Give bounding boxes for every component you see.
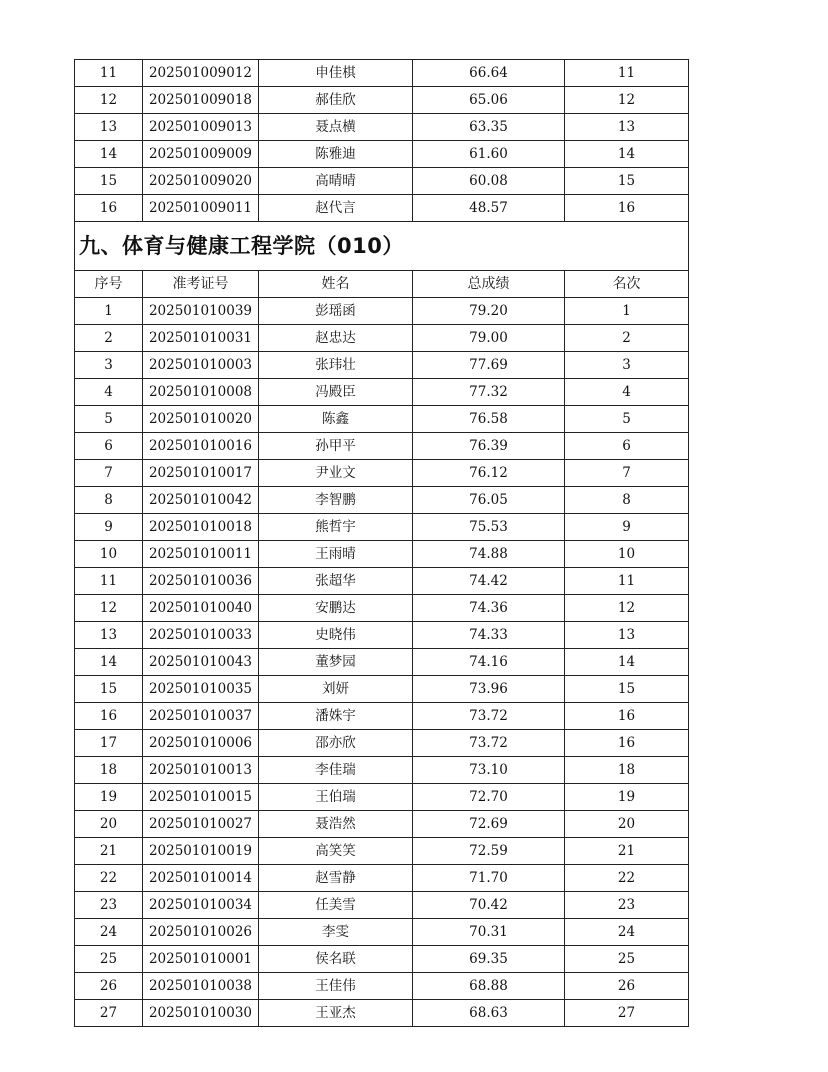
header-seq: 序号 [75, 271, 143, 298]
cell-name: 王亚杰 [259, 1000, 413, 1027]
cell-seq: 8 [75, 487, 143, 514]
cell-name: 冯殿臣 [259, 379, 413, 406]
cell-rank: 12 [565, 87, 689, 114]
cell-seq: 20 [75, 811, 143, 838]
cell-exam-id: 202501010003 [143, 352, 259, 379]
cell-name: 潘姝宇 [259, 703, 413, 730]
cell-rank: 13 [565, 114, 689, 141]
cell-rank: 16 [565, 703, 689, 730]
table-row [75, 946, 689, 973]
cell-rank: 24 [565, 919, 689, 946]
cell-score: 77.32 [413, 379, 565, 406]
cell-score: 68.88 [413, 973, 565, 1000]
cell-score: 61.60 [413, 141, 565, 168]
cell-seq: 21 [75, 838, 143, 865]
cell-score: 74.42 [413, 568, 565, 595]
cell-rank: 10 [565, 541, 689, 568]
cell-score: 74.33 [413, 622, 565, 649]
cell-rank: 13 [565, 622, 689, 649]
cell-exam-id: 202501010019 [143, 838, 259, 865]
cell-score: 48.57 [413, 195, 565, 222]
cell-exam-id: 202501010017 [143, 460, 259, 487]
cell-rank: 7 [565, 460, 689, 487]
cell-exam-id: 202501010039 [143, 298, 259, 325]
cell-score: 69.35 [413, 946, 565, 973]
cell-exam-id: 202501010008 [143, 379, 259, 406]
cell-score: 73.10 [413, 757, 565, 784]
cell-rank: 11 [565, 568, 689, 595]
table-row [75, 865, 689, 892]
table-row [75, 757, 689, 784]
cell-name: 孙甲平 [259, 433, 413, 460]
cell-exam-id: 202501010027 [143, 811, 259, 838]
cell-name: 王伯瑞 [259, 784, 413, 811]
cell-seq: 13 [75, 114, 143, 141]
cell-score: 71.70 [413, 865, 565, 892]
cell-score: 74.16 [413, 649, 565, 676]
cell-exam-id: 202501009012 [143, 60, 259, 87]
table-row [75, 114, 689, 141]
cell-seq: 10 [75, 541, 143, 568]
cell-rank: 22 [565, 865, 689, 892]
cell-name: 赵雪静 [259, 865, 413, 892]
table-row [75, 514, 689, 541]
cell-rank: 21 [565, 838, 689, 865]
table-row [75, 541, 689, 568]
cell-rank: 25 [565, 946, 689, 973]
cell-name: 郝佳欣 [259, 87, 413, 114]
section-title: 九、体育与健康工程学院（010） [75, 222, 689, 271]
cell-rank: 14 [565, 649, 689, 676]
cell-exam-id: 202501010018 [143, 514, 259, 541]
section-rows [75, 298, 689, 1027]
cell-exam-id: 202501010036 [143, 568, 259, 595]
table-row [75, 730, 689, 757]
table-row [75, 676, 689, 703]
header-exam-id: 准考证号 [143, 271, 259, 298]
cell-exam-id: 202501010014 [143, 865, 259, 892]
cell-rank: 11 [565, 60, 689, 87]
cell-exam-id: 202501010011 [143, 541, 259, 568]
cell-exam-id: 202501010042 [143, 487, 259, 514]
cell-seq: 12 [75, 87, 143, 114]
cell-name: 任美雪 [259, 892, 413, 919]
cell-seq: 12 [75, 595, 143, 622]
cell-name: 聂点横 [259, 114, 413, 141]
cell-name: 邵亦欣 [259, 730, 413, 757]
cell-rank: 14 [565, 141, 689, 168]
cell-score: 77.69 [413, 352, 565, 379]
cell-seq: 25 [75, 946, 143, 973]
cell-rank: 27 [565, 1000, 689, 1027]
cell-score: 73.72 [413, 703, 565, 730]
cell-exam-id: 202501010043 [143, 649, 259, 676]
cell-name: 李智鹏 [259, 487, 413, 514]
cell-exam-id: 202501010031 [143, 325, 259, 352]
cell-name: 熊哲宇 [259, 514, 413, 541]
cell-seq: 26 [75, 973, 143, 1000]
table-row [75, 568, 689, 595]
cell-rank: 18 [565, 757, 689, 784]
cell-rank: 15 [565, 676, 689, 703]
table-row [75, 1000, 689, 1027]
table-row [75, 433, 689, 460]
cell-seq: 9 [75, 514, 143, 541]
cell-rank: 16 [565, 730, 689, 757]
table-row [75, 460, 689, 487]
cell-exam-id: 202501010034 [143, 892, 259, 919]
cell-exam-id: 202501010015 [143, 784, 259, 811]
cell-name: 王佳伟 [259, 973, 413, 1000]
cell-rank: 8 [565, 487, 689, 514]
cell-seq: 7 [75, 460, 143, 487]
cell-exam-id: 202501010016 [143, 433, 259, 460]
table-row [75, 141, 689, 168]
cell-name: 陈雅迪 [259, 141, 413, 168]
cell-exam-id: 202501009013 [143, 114, 259, 141]
cell-name: 李佳瑞 [259, 757, 413, 784]
cell-score: 68.63 [413, 1000, 565, 1027]
cell-name: 史晓伟 [259, 622, 413, 649]
table-row [75, 784, 689, 811]
section-title-row [75, 222, 689, 271]
table-row [75, 649, 689, 676]
table-row [75, 168, 689, 195]
cell-exam-id: 202501009009 [143, 141, 259, 168]
results-table [74, 59, 689, 1027]
table-row [75, 352, 689, 379]
header-rank: 名次 [565, 271, 689, 298]
cell-rank: 9 [565, 514, 689, 541]
cell-name: 申佳棋 [259, 60, 413, 87]
cell-exam-id: 202501010033 [143, 622, 259, 649]
cell-exam-id: 202501010037 [143, 703, 259, 730]
table-row [75, 298, 689, 325]
table-row [75, 60, 689, 87]
cell-rank: 26 [565, 973, 689, 1000]
cell-seq: 4 [75, 379, 143, 406]
cell-exam-id: 202501010038 [143, 973, 259, 1000]
cell-rank: 6 [565, 433, 689, 460]
cell-seq: 15 [75, 676, 143, 703]
cell-exam-id: 202501010040 [143, 595, 259, 622]
cell-exam-id: 202501010001 [143, 946, 259, 973]
cell-name: 张玮壮 [259, 352, 413, 379]
cell-seq: 13 [75, 622, 143, 649]
cell-exam-id: 202501010020 [143, 406, 259, 433]
cell-score: 74.88 [413, 541, 565, 568]
cell-name: 聂浩然 [259, 811, 413, 838]
cell-rank: 2 [565, 325, 689, 352]
cell-score: 76.05 [413, 487, 565, 514]
cell-rank: 5 [565, 406, 689, 433]
cell-name: 赵忠达 [259, 325, 413, 352]
cell-exam-id: 202501010026 [143, 919, 259, 946]
cell-seq: 15 [75, 168, 143, 195]
cell-name: 侯名联 [259, 946, 413, 973]
cell-exam-id: 202501010013 [143, 757, 259, 784]
cell-name: 陈鑫 [259, 406, 413, 433]
cell-score: 72.59 [413, 838, 565, 865]
cell-seq: 16 [75, 703, 143, 730]
cell-score: 60.08 [413, 168, 565, 195]
table-row [75, 919, 689, 946]
cell-seq: 17 [75, 730, 143, 757]
cell-seq: 11 [75, 60, 143, 87]
cell-name: 高晴晴 [259, 168, 413, 195]
table-row [75, 622, 689, 649]
cell-name: 尹业文 [259, 460, 413, 487]
cell-score: 70.42 [413, 892, 565, 919]
cell-exam-id: 202501010030 [143, 1000, 259, 1027]
cell-name: 安鹏达 [259, 595, 413, 622]
cell-rank: 23 [565, 892, 689, 919]
cell-seq: 16 [75, 195, 143, 222]
cell-name: 赵代言 [259, 195, 413, 222]
header-score: 总成绩 [413, 271, 565, 298]
column-header-row [75, 271, 689, 298]
cell-seq: 11 [75, 568, 143, 595]
previous-section-rows [75, 60, 689, 222]
header-name: 姓名 [259, 271, 413, 298]
cell-score: 74.36 [413, 595, 565, 622]
cell-name: 董梦园 [259, 649, 413, 676]
cell-score: 73.96 [413, 676, 565, 703]
cell-score: 70.31 [413, 919, 565, 946]
cell-seq: 2 [75, 325, 143, 352]
cell-score: 76.12 [413, 460, 565, 487]
cell-exam-id: 202501009011 [143, 195, 259, 222]
cell-name: 张超华 [259, 568, 413, 595]
cell-name: 王雨晴 [259, 541, 413, 568]
cell-rank: 16 [565, 195, 689, 222]
cell-seq: 3 [75, 352, 143, 379]
cell-rank: 19 [565, 784, 689, 811]
cell-exam-id: 202501009018 [143, 87, 259, 114]
score-sheet [74, 59, 688, 1027]
cell-score: 79.20 [413, 298, 565, 325]
table-row [75, 406, 689, 433]
cell-rank: 20 [565, 811, 689, 838]
table-row [75, 87, 689, 114]
table-row [75, 195, 689, 222]
cell-rank: 4 [565, 379, 689, 406]
cell-rank: 1 [565, 298, 689, 325]
cell-seq: 19 [75, 784, 143, 811]
cell-score: 75.53 [413, 514, 565, 541]
cell-rank: 12 [565, 595, 689, 622]
cell-seq: 22 [75, 865, 143, 892]
cell-score: 66.64 [413, 60, 565, 87]
cell-seq: 1 [75, 298, 143, 325]
cell-seq: 14 [75, 141, 143, 168]
table-row [75, 325, 689, 352]
table-row [75, 838, 689, 865]
table-row [75, 703, 689, 730]
table-row [75, 973, 689, 1000]
cell-seq: 24 [75, 919, 143, 946]
cell-seq: 5 [75, 406, 143, 433]
cell-seq: 27 [75, 1000, 143, 1027]
cell-score: 73.72 [413, 730, 565, 757]
cell-score: 63.35 [413, 114, 565, 141]
cell-exam-id: 202501010035 [143, 676, 259, 703]
cell-score: 79.00 [413, 325, 565, 352]
cell-score: 76.58 [413, 406, 565, 433]
cell-rank: 3 [565, 352, 689, 379]
cell-name: 李雯 [259, 919, 413, 946]
cell-exam-id: 202501010006 [143, 730, 259, 757]
table-row [75, 487, 689, 514]
table-row [75, 595, 689, 622]
table-row [75, 379, 689, 406]
cell-seq: 23 [75, 892, 143, 919]
cell-seq: 18 [75, 757, 143, 784]
cell-score: 65.06 [413, 87, 565, 114]
cell-name: 高笑笑 [259, 838, 413, 865]
cell-rank: 15 [565, 168, 689, 195]
cell-score: 72.69 [413, 811, 565, 838]
cell-seq: 6 [75, 433, 143, 460]
table-row [75, 811, 689, 838]
cell-name: 彭瑶函 [259, 298, 413, 325]
cell-score: 72.70 [413, 784, 565, 811]
cell-exam-id: 202501009020 [143, 168, 259, 195]
cell-score: 76.39 [413, 433, 565, 460]
cell-name: 刘妍 [259, 676, 413, 703]
table-row [75, 892, 689, 919]
cell-seq: 14 [75, 649, 143, 676]
